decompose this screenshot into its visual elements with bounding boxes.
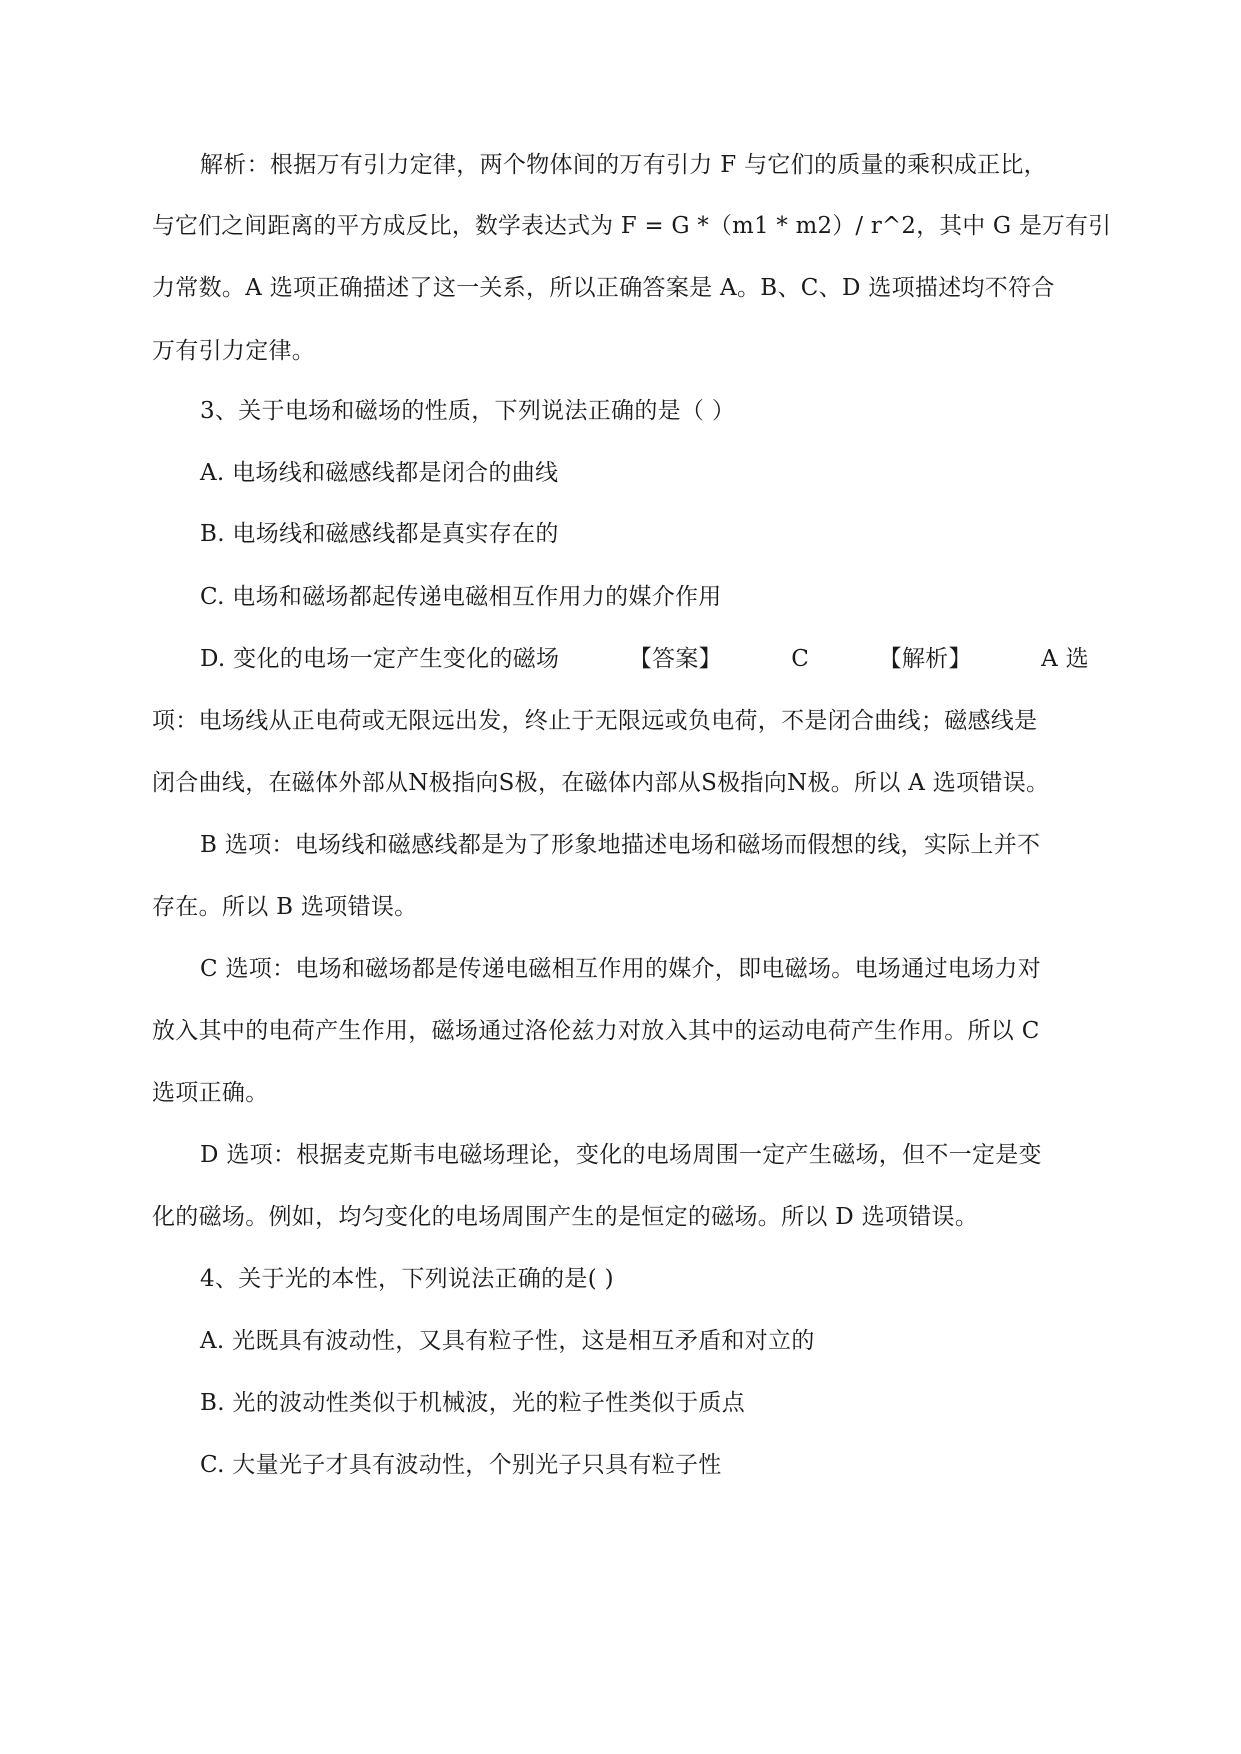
q3-option-a: A. 电场线和磁感线都是闭合的曲线	[200, 460, 559, 486]
q2-analysis-line-1: 解析：根据万有引力定律，两个物体间的万有引力 F 与它们的质量的乘积成正比，	[200, 152, 1047, 178]
q4-option-b: B. 光的波动性类似于机械波，光的粒子性类似于质点	[200, 1390, 746, 1416]
q2-analysis-line-2: 与它们之间距离的平方成反比，数学表达式为 F = G *（m1 * m2）/ r^2，其中 G 是万有引	[152, 213, 1112, 239]
q3-option-d: D. 变化的电场一定产生变化的磁场	[200, 646, 560, 672]
q3-analysis-c-line-2: 放入其中的电荷产生作用，磁场通过洛伦兹力对放入其中的运动电荷产生作用。所以 C	[152, 1018, 1040, 1044]
q4-option-c: C. 大量光子才具有波动性，个别光子只具有粒子性	[200, 1452, 722, 1478]
q4-stem: 4、关于光的本性，下列说法正确的是( )	[200, 1266, 614, 1292]
q2-analysis-line-3: 力常数。A 选项正确描述了这一关系，所以正确答案是 A。B、C、D 选项描述均不符合	[152, 275, 1055, 301]
q3-option-b: B. 电场线和磁感线都是真实存在的	[200, 521, 559, 547]
q3-stem: 3、关于电场和磁场的性质，下列说法正确的是（ ）	[200, 398, 736, 424]
q3-analysis-c-line-3: 选项正确。	[152, 1080, 269, 1106]
q3-analysis-a-line-3: 闭合曲线，在磁体外部从N极指向S极，在磁体内部从S极指向N极。所以 A 选项错误。	[152, 770, 1050, 796]
q3-analysis-d-line-1: D 选项：根据麦克斯韦电磁场理论，变化的电场周围一定产生磁场，但不一定是变	[200, 1142, 1042, 1168]
analysis-tag: 【解析】	[878, 646, 972, 672]
analysis-a-start: A 选	[1041, 646, 1089, 672]
answer-tag: 【答案】	[628, 646, 722, 672]
q3-analysis-a-line-2: 项：电场线从正电荷或无限远出发，终止于无限远或负电荷，不是闭合曲线；磁感线是	[152, 708, 1038, 734]
q3-analysis-c-line-1: C 选项：电场和磁场都是传递电磁相互作用的媒介，即电磁场。电场通过电场力对	[200, 956, 1042, 982]
q3-analysis-d-line-2: 化的磁场。例如，均匀变化的电场周围产生的是恒定的磁场。所以 D 选项错误。	[152, 1204, 979, 1230]
q3-option-d-answer-row	[200, 643, 1089, 675]
q3-analysis-b-line-1: B 选项：电场线和磁感线都是为了形象地描述电场和磁场而假想的线，实际上并不	[200, 832, 1041, 858]
q3-option-c: C. 电场和磁场都起传递电磁相互作用力的媒介作用	[200, 584, 722, 610]
q4-option-a: A. 光既具有波动性，又具有粒子性，这是相互矛盾和对立的	[200, 1328, 815, 1354]
answer-value: C	[791, 646, 810, 672]
q2-analysis-line-4: 万有引力定律。	[152, 338, 316, 364]
q3-analysis-b-line-2: 存在。所以 B 选项错误。	[152, 894, 418, 920]
